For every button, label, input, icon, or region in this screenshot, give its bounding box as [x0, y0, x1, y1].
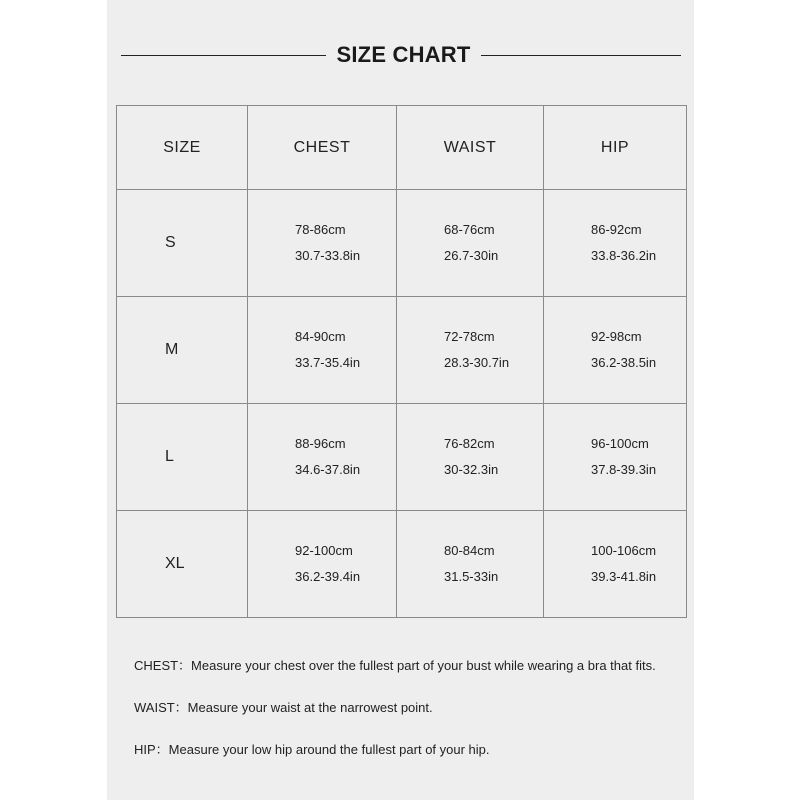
- size-table: [116, 105, 687, 618]
- chest-in: 33.7-35.4in: [295, 355, 361, 370]
- waist-cell: [397, 511, 544, 618]
- hip-cell: [544, 404, 687, 511]
- waist-cell: [397, 190, 544, 297]
- table-row: [117, 297, 687, 404]
- chest-cm: 78-86cm: [295, 222, 346, 237]
- hip-cell: [544, 511, 687, 618]
- chest-cell: [248, 190, 397, 297]
- size-label: XL: [117, 511, 248, 618]
- hip-cm: 92-98cm: [591, 329, 642, 344]
- size-label: S: [117, 190, 248, 297]
- note-hip: HIP：Measure your low hip around the fullest part of your hip.: [134, 742, 490, 757]
- waist-cell: [397, 404, 544, 511]
- hip-cm: 86-92cm: [591, 222, 642, 237]
- waist-cm: 76-82cm: [444, 436, 495, 451]
- hip-in: 37.8-39.3in: [591, 462, 657, 477]
- size-label: M: [117, 297, 248, 404]
- waist-in: 31.5-33in: [444, 569, 499, 584]
- measurement-notes: [134, 657, 694, 783]
- waist-in: 28.3-30.7in: [444, 355, 510, 370]
- column-header-hip: HIP: [544, 106, 687, 190]
- table-header-row: [117, 106, 687, 190]
- waist-cm: 72-78cm: [444, 329, 495, 344]
- hip-in: 33.8-36.2in: [591, 248, 657, 263]
- hip-in: 36.2-38.5in: [591, 355, 657, 370]
- hip-cell: [544, 297, 687, 404]
- waist-in: 30-32.3in: [444, 462, 499, 477]
- chest-cm: 92-100cm: [295, 543, 353, 558]
- size-label: L: [117, 404, 248, 511]
- column-header-waist: WAIST: [397, 106, 544, 190]
- title-divider-right: [481, 55, 681, 56]
- title-divider-left: [121, 55, 326, 56]
- hip-cm: 96-100cm: [591, 436, 649, 451]
- page-title: SIZE CHART: [336, 42, 471, 67]
- table-row: [117, 511, 687, 618]
- table-row: [117, 190, 687, 297]
- hip-in: 39.3-41.8in: [591, 569, 657, 584]
- chest-cell: [248, 404, 397, 511]
- column-header-chest: CHEST: [248, 106, 397, 190]
- hip-cell: [544, 190, 687, 297]
- column-header-size: SIZE: [117, 106, 248, 190]
- table-row: [117, 404, 687, 511]
- waist-in: 26.7-30in: [444, 248, 499, 263]
- chest-cm: 88-96cm: [295, 436, 346, 451]
- chest-cell: [248, 511, 397, 618]
- waist-cm: 80-84cm: [444, 543, 495, 558]
- chest-cm: 84-90cm: [295, 329, 346, 344]
- note-waist: WAIST：Measure your waist at the narrowest point.: [134, 700, 433, 715]
- title-row: [107, 36, 694, 74]
- waist-cm: 68-76cm: [444, 222, 495, 237]
- chest-cell: [248, 297, 397, 404]
- waist-cell: [397, 297, 544, 404]
- chest-in: 36.2-39.4in: [295, 569, 361, 584]
- note-chest: CHEST：Measure your chest over the fullest part of your bust while wearing a bra that fits.: [134, 658, 656, 673]
- hip-cm: 100-106cm: [591, 543, 657, 558]
- chest-in: 34.6-37.8in: [295, 462, 361, 477]
- chest-in: 30.7-33.8in: [295, 248, 361, 263]
